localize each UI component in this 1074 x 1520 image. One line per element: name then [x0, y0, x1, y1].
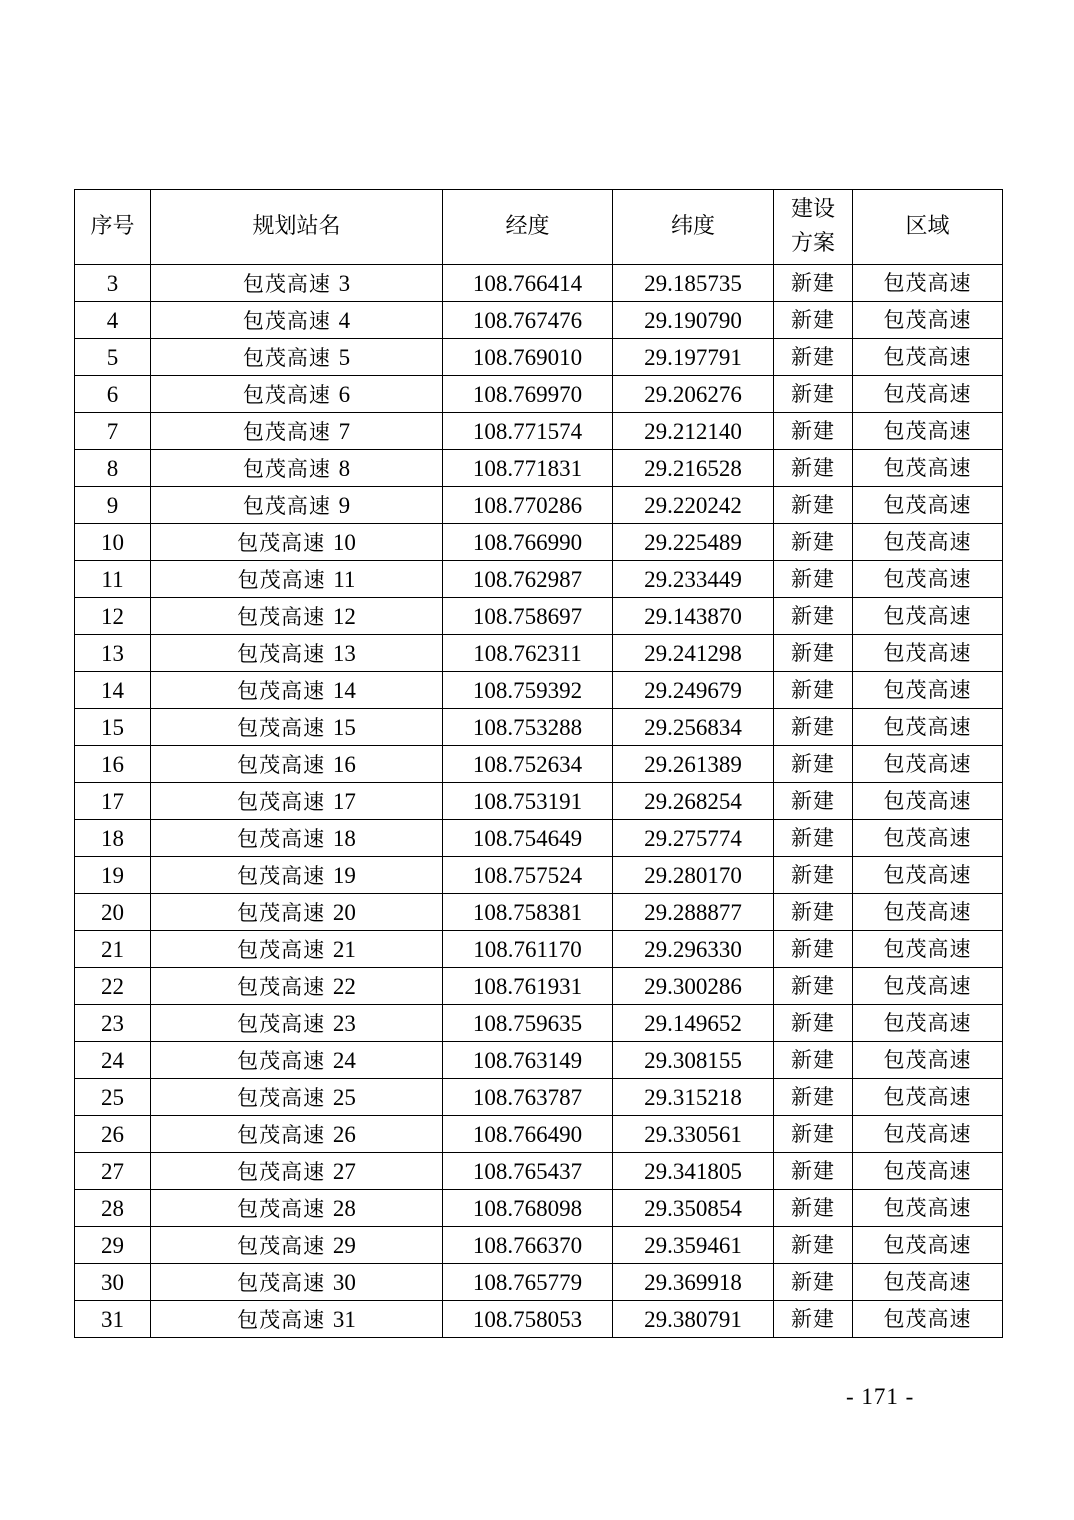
header-plan: [774, 190, 853, 265]
cell-plan: 新建: [774, 1116, 853, 1153]
cell-station-number: 26: [332, 1121, 356, 1147]
cell-longitude: 108.759392: [443, 672, 613, 709]
cell-station-prefix: 包茂高速: [237, 1270, 326, 1295]
cell-index: 17: [75, 783, 151, 820]
header-index: 序号: [75, 190, 151, 265]
cell-station-number: 13: [332, 640, 356, 666]
cell-region: 包茂高速: [853, 820, 1003, 857]
cell-latitude: 29.330561: [613, 1116, 774, 1153]
cell-plan: 新建: [774, 1153, 853, 1190]
cell-station: [151, 783, 443, 820]
cell-station-prefix: 包茂高速: [242, 419, 331, 444]
table-row: [75, 672, 1003, 709]
cell-longitude: 108.758381: [443, 894, 613, 931]
cell-station: [151, 561, 443, 598]
cell-station-prefix: 包茂高速: [237, 752, 326, 777]
cell-index: 4: [75, 302, 151, 339]
cell-longitude: 108.765779: [443, 1264, 613, 1301]
cell-station-prefix: 包茂高速: [237, 789, 326, 814]
table-row: [75, 1153, 1003, 1190]
cell-plan: 新建: [774, 450, 853, 487]
table-row: [75, 265, 1003, 302]
table-row: [75, 1079, 1003, 1116]
table-row: [75, 450, 1003, 487]
cell-station-number: 11: [333, 566, 356, 592]
cell-index: 13: [75, 635, 151, 672]
cell-station: [151, 1227, 443, 1264]
cell-latitude: 29.261389: [613, 746, 774, 783]
cell-station: [151, 1301, 443, 1338]
cell-longitude: 108.753191: [443, 783, 613, 820]
cell-plan: 新建: [774, 894, 853, 931]
cell-plan: 新建: [774, 1005, 853, 1042]
cell-station: [151, 339, 443, 376]
cell-region: 包茂高速: [853, 302, 1003, 339]
cell-index: 19: [75, 857, 151, 894]
cell-longitude: 108.771831: [443, 450, 613, 487]
cell-plan: 新建: [774, 487, 853, 524]
cell-plan: 新建: [774, 524, 853, 561]
cell-index: 3: [75, 265, 151, 302]
cell-station: [151, 820, 443, 857]
cell-region: 包茂高速: [853, 1264, 1003, 1301]
cell-station-number: 5: [338, 344, 351, 370]
cell-region: 包茂高速: [853, 1042, 1003, 1079]
cell-latitude: 29.280170: [613, 857, 774, 894]
table-row: [75, 968, 1003, 1005]
cell-plan: 新建: [774, 931, 853, 968]
cell-index: 9: [75, 487, 151, 524]
cell-station-prefix: 包茂高速: [237, 1233, 326, 1258]
cell-station-number: 20: [332, 899, 356, 925]
cell-station-number: 14: [332, 677, 356, 703]
cell-region: 包茂高速: [853, 339, 1003, 376]
cell-longitude: 108.763149: [443, 1042, 613, 1079]
cell-index: 5: [75, 339, 151, 376]
cell-index: 12: [75, 598, 151, 635]
table-row: [75, 413, 1003, 450]
cell-station-number: 18: [332, 825, 356, 851]
cell-station: [151, 1153, 443, 1190]
cell-index: 26: [75, 1116, 151, 1153]
cell-longitude: 108.754649: [443, 820, 613, 857]
cell-longitude: 108.763787: [443, 1079, 613, 1116]
table-row: [75, 635, 1003, 672]
cell-region: 包茂高速: [853, 1153, 1003, 1190]
cell-station-number: 8: [338, 455, 351, 481]
cell-plan: 新建: [774, 302, 853, 339]
cell-index: 31: [75, 1301, 151, 1338]
cell-station-prefix: 包茂高速: [237, 715, 326, 740]
cell-region: 包茂高速: [853, 783, 1003, 820]
cell-station-prefix: 包茂高速: [242, 456, 331, 481]
cell-longitude: 108.758053: [443, 1301, 613, 1338]
cell-index: 23: [75, 1005, 151, 1042]
cell-plan: 新建: [774, 1190, 853, 1227]
header-longitude: 经度: [443, 190, 613, 265]
cell-plan: 新建: [774, 376, 853, 413]
cell-latitude: 29.308155: [613, 1042, 774, 1079]
cell-station-prefix: 包茂高速: [242, 271, 331, 296]
cell-longitude: 108.761931: [443, 968, 613, 1005]
cell-longitude: 108.752634: [443, 746, 613, 783]
table-row: [75, 709, 1003, 746]
cell-longitude: 108.769010: [443, 339, 613, 376]
cell-region: 包茂高速: [853, 746, 1003, 783]
cell-station-number: 24: [332, 1047, 356, 1073]
cell-longitude: 108.770286: [443, 487, 613, 524]
cell-plan: 新建: [774, 1301, 853, 1338]
cell-station: [151, 746, 443, 783]
cell-station-prefix: 包茂高速: [237, 826, 326, 851]
cell-index: 16: [75, 746, 151, 783]
cell-station-number: 29: [332, 1232, 356, 1258]
cell-station-number: 3: [338, 270, 351, 296]
cell-station: [151, 598, 443, 635]
table-row: [75, 376, 1003, 413]
cell-longitude: 108.768098: [443, 1190, 613, 1227]
cell-station-number: 31: [332, 1306, 356, 1332]
cell-longitude: 108.759635: [443, 1005, 613, 1042]
cell-latitude: 29.268254: [613, 783, 774, 820]
cell-index: 11: [75, 561, 151, 598]
cell-longitude: 108.769970: [443, 376, 613, 413]
cell-plan: 新建: [774, 968, 853, 1005]
cell-longitude: 108.757524: [443, 857, 613, 894]
cell-plan: 新建: [774, 561, 853, 598]
cell-latitude: 29.359461: [613, 1227, 774, 1264]
cell-station: [151, 968, 443, 1005]
cell-region: 包茂高速: [853, 1005, 1003, 1042]
cell-station-number: 30: [332, 1269, 356, 1295]
cell-station-number: 23: [332, 1010, 356, 1036]
cell-region: 包茂高速: [853, 450, 1003, 487]
cell-station: [151, 894, 443, 931]
cell-region: 包茂高速: [853, 561, 1003, 598]
cell-latitude: 29.350854: [613, 1190, 774, 1227]
cell-index: 10: [75, 524, 151, 561]
cell-station: [151, 524, 443, 561]
cell-station: [151, 931, 443, 968]
cell-station: [151, 709, 443, 746]
cell-station-prefix: 包茂高速: [237, 604, 326, 629]
cell-station-number: 10: [332, 529, 356, 555]
cell-index: 29: [75, 1227, 151, 1264]
cell-station: [151, 635, 443, 672]
cell-station-number: 25: [332, 1084, 356, 1110]
cell-station: [151, 1116, 443, 1153]
cell-region: 包茂高速: [853, 672, 1003, 709]
cell-region: 包茂高速: [853, 265, 1003, 302]
cell-longitude: 108.762311: [443, 635, 613, 672]
cell-plan: 新建: [774, 339, 853, 376]
cell-region: 包茂高速: [853, 413, 1003, 450]
cell-plan: 新建: [774, 635, 853, 672]
cell-station: [151, 1005, 443, 1042]
cell-station-number: 17: [332, 788, 356, 814]
cell-region: 包茂高速: [853, 709, 1003, 746]
cell-latitude: 29.256834: [613, 709, 774, 746]
cell-index: 30: [75, 1264, 151, 1301]
cell-region: 包茂高速: [853, 635, 1003, 672]
table-row: [75, 746, 1003, 783]
cell-latitude: 29.143870: [613, 598, 774, 635]
cell-latitude: 29.216528: [613, 450, 774, 487]
cell-longitude: 108.762987: [443, 561, 613, 598]
cell-plan: 新建: [774, 1264, 853, 1301]
station-table: [74, 189, 1003, 1338]
cell-plan: 新建: [774, 413, 853, 450]
header-plan-line2: 方案: [790, 231, 835, 256]
cell-latitude: 29.220242: [613, 487, 774, 524]
cell-region: 包茂高速: [853, 524, 1003, 561]
cell-plan: 新建: [774, 1227, 853, 1264]
cell-index: 8: [75, 450, 151, 487]
table-row: [75, 931, 1003, 968]
cell-station-prefix: 包茂高速: [237, 1159, 326, 1184]
cell-station-prefix: 包茂高速: [237, 1011, 326, 1036]
cell-station-prefix: 包茂高速: [237, 567, 326, 592]
header-plan-line1: 建设: [790, 197, 835, 222]
table-row: [75, 561, 1003, 598]
cell-station-prefix: 包茂高速: [237, 678, 326, 703]
cell-index: 21: [75, 931, 151, 968]
cell-latitude: 29.241298: [613, 635, 774, 672]
cell-station-number: 7: [338, 418, 351, 444]
cell-station: [151, 1079, 443, 1116]
cell-index: 22: [75, 968, 151, 1005]
cell-station-prefix: 包茂高速: [242, 345, 331, 370]
cell-station-number: 12: [332, 603, 356, 629]
cell-station-prefix: 包茂高速: [237, 1048, 326, 1073]
table-row: [75, 302, 1003, 339]
cell-plan: 新建: [774, 598, 853, 635]
cell-longitude: 108.758697: [443, 598, 613, 635]
cell-station: [151, 672, 443, 709]
cell-index: 14: [75, 672, 151, 709]
cell-station-prefix: 包茂高速: [237, 937, 326, 962]
cell-station: [151, 413, 443, 450]
table-row: [75, 1264, 1003, 1301]
cell-longitude: 108.766990: [443, 524, 613, 561]
cell-station-prefix: 包茂高速: [237, 900, 326, 925]
cell-plan: 新建: [774, 265, 853, 302]
table-row: [75, 1005, 1003, 1042]
cell-plan: 新建: [774, 783, 853, 820]
cell-longitude: 108.766370: [443, 1227, 613, 1264]
cell-station: [151, 1190, 443, 1227]
cell-station: [151, 376, 443, 413]
cell-index: 6: [75, 376, 151, 413]
cell-region: 包茂高速: [853, 894, 1003, 931]
cell-plan: 新建: [774, 709, 853, 746]
cell-station-number: 19: [332, 862, 356, 888]
cell-station: [151, 1264, 443, 1301]
cell-latitude: 29.341805: [613, 1153, 774, 1190]
cell-station-number: 21: [332, 936, 356, 962]
cell-station-number: 27: [332, 1158, 356, 1184]
cell-station: [151, 487, 443, 524]
cell-plan: 新建: [774, 1079, 853, 1116]
cell-plan: 新建: [774, 857, 853, 894]
cell-latitude: 29.225489: [613, 524, 774, 561]
cell-station-prefix: 包茂高速: [237, 863, 326, 888]
header-station: 规划站名: [151, 190, 443, 265]
cell-latitude: 29.197791: [613, 339, 774, 376]
cell-plan: 新建: [774, 820, 853, 857]
cell-station-prefix: 包茂高速: [237, 1196, 326, 1221]
cell-region: 包茂高速: [853, 487, 1003, 524]
cell-latitude: 29.275774: [613, 820, 774, 857]
cell-station: [151, 1042, 443, 1079]
table-row: [75, 1227, 1003, 1264]
cell-latitude: 29.185735: [613, 265, 774, 302]
cell-latitude: 29.300286: [613, 968, 774, 1005]
cell-station-prefix: 包茂高速: [242, 382, 331, 407]
cell-station-number: 6: [338, 381, 351, 407]
page-number: - 171 -: [846, 1384, 915, 1409]
cell-region: 包茂高速: [853, 1190, 1003, 1227]
cell-longitude: 108.766414: [443, 265, 613, 302]
header-region: 区域: [853, 190, 1003, 265]
cell-plan: 新建: [774, 1042, 853, 1079]
cell-index: 24: [75, 1042, 151, 1079]
cell-longitude: 108.766490: [443, 1116, 613, 1153]
table-row: [75, 1190, 1003, 1227]
cell-station-number: 16: [332, 751, 356, 777]
cell-plan: 新建: [774, 746, 853, 783]
cell-longitude: 108.765437: [443, 1153, 613, 1190]
table-body: [75, 265, 1003, 1338]
cell-station-prefix: 包茂高速: [237, 1307, 326, 1332]
cell-plan: 新建: [774, 672, 853, 709]
header-latitude: 纬度: [613, 190, 774, 265]
cell-index: 27: [75, 1153, 151, 1190]
cell-latitude: 29.149652: [613, 1005, 774, 1042]
cell-region: 包茂高速: [853, 1079, 1003, 1116]
cell-latitude: 29.233449: [613, 561, 774, 598]
cell-station-prefix: 包茂高速: [237, 1085, 326, 1110]
cell-station: [151, 302, 443, 339]
cell-station-prefix: 包茂高速: [237, 641, 326, 666]
cell-latitude: 29.296330: [613, 931, 774, 968]
cell-index: 25: [75, 1079, 151, 1116]
table-row: [75, 598, 1003, 635]
cell-station-number: 9: [338, 492, 351, 518]
cell-latitude: 29.315218: [613, 1079, 774, 1116]
cell-latitude: 29.206276: [613, 376, 774, 413]
cell-latitude: 29.380791: [613, 1301, 774, 1338]
station-table-container: [74, 189, 1003, 1338]
table-row: [75, 339, 1003, 376]
cell-station-prefix: 包茂高速: [237, 530, 326, 555]
cell-station-prefix: 包茂高速: [237, 1122, 326, 1147]
cell-index: 15: [75, 709, 151, 746]
table-row: [75, 1116, 1003, 1153]
cell-index: 18: [75, 820, 151, 857]
cell-latitude: 29.288877: [613, 894, 774, 931]
cell-longitude: 108.767476: [443, 302, 613, 339]
cell-region: 包茂高速: [853, 857, 1003, 894]
cell-longitude: 108.771574: [443, 413, 613, 450]
header-row: [75, 190, 1003, 265]
cell-station-number: 22: [332, 973, 356, 999]
table-header: [75, 190, 1003, 265]
cell-station-prefix: 包茂高速: [237, 974, 326, 999]
cell-region: 包茂高速: [853, 968, 1003, 1005]
cell-region: 包茂高速: [853, 598, 1003, 635]
cell-station-prefix: 包茂高速: [242, 493, 331, 518]
table-row: [75, 1042, 1003, 1079]
cell-region: 包茂高速: [853, 376, 1003, 413]
cell-longitude: 108.753288: [443, 709, 613, 746]
cell-latitude: 29.212140: [613, 413, 774, 450]
cell-station: [151, 265, 443, 302]
table-row: [75, 487, 1003, 524]
table-row: [75, 783, 1003, 820]
table-row: [75, 1301, 1003, 1338]
cell-latitude: 29.369918: [613, 1264, 774, 1301]
table-row: [75, 524, 1003, 561]
cell-station-number: 4: [338, 307, 351, 333]
cell-index: 28: [75, 1190, 151, 1227]
cell-latitude: 29.249679: [613, 672, 774, 709]
cell-station-number: 15: [332, 714, 356, 740]
header-plan-text: [791, 193, 835, 261]
cell-station-number: 28: [332, 1195, 356, 1221]
cell-index: 7: [75, 413, 151, 450]
table-row: [75, 857, 1003, 894]
cell-station-prefix: 包茂高速: [242, 308, 331, 333]
cell-index: 20: [75, 894, 151, 931]
table-row: [75, 894, 1003, 931]
cell-region: 包茂高速: [853, 1116, 1003, 1153]
cell-region: 包茂高速: [853, 1227, 1003, 1264]
table-row: [75, 820, 1003, 857]
cell-station: [151, 857, 443, 894]
cell-station: [151, 450, 443, 487]
cell-latitude: 29.190790: [613, 302, 774, 339]
cell-region: 包茂高速: [853, 931, 1003, 968]
cell-region: 包茂高速: [853, 1301, 1003, 1338]
cell-longitude: 108.761170: [443, 931, 613, 968]
